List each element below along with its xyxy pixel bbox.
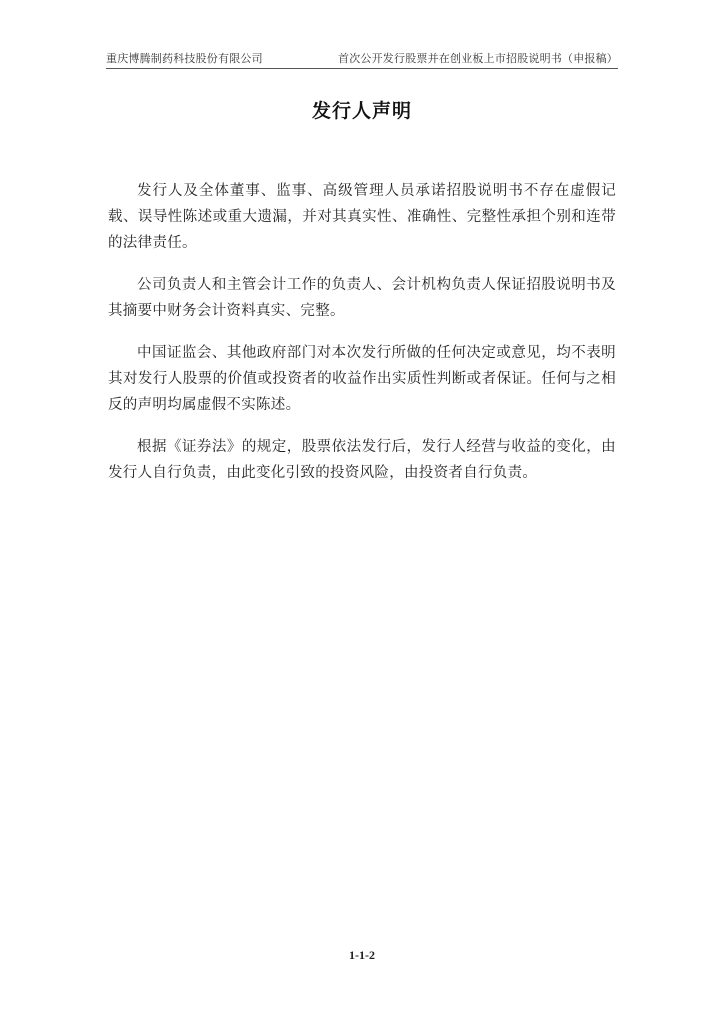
paragraph-commitment: 发行人及全体董事、监事、高级管理人员承诺招股说明书不存在虚假记载、误导性陈述或重大遗漏，并对其真实性、准确性、完整性承担个别和连带的法律责任。 — [108, 183, 616, 251]
page-number: 1-1-2 — [349, 948, 375, 962]
header-document-title: 首次公开发行股票并在创业板上市招股说明书（申报稿） — [338, 52, 618, 65]
statement-body — [108, 178, 616, 502]
page-header — [106, 50, 618, 69]
page-title: 发行人声明 — [311, 100, 412, 122]
paragraph-regulator-disclaimer: 中国证监会、其他政府部门对本次发行所做的任何决定或意见，均不表明其对发行人股票的价值或投资者的收益作出实质性判断或者保证。任何与之相反的声明均属虚假不实陈述。 — [108, 345, 616, 413]
header-company-name: 重庆博腾制药科技股份有限公司 — [106, 52, 263, 65]
paragraph-financial-guarantee: 公司负责人和主管会计工作的负责人、会计机构负责人保证招股说明书及其摘要中财务会计资料真实、完整。 — [108, 277, 616, 319]
paragraph-investment-risk: 根据《证券法》的规定，股票依法发行后，发行人经营与收益的变化，由发行人自行负责，由此变化引致的投资风险，由投资者自行负责。 — [108, 439, 616, 481]
